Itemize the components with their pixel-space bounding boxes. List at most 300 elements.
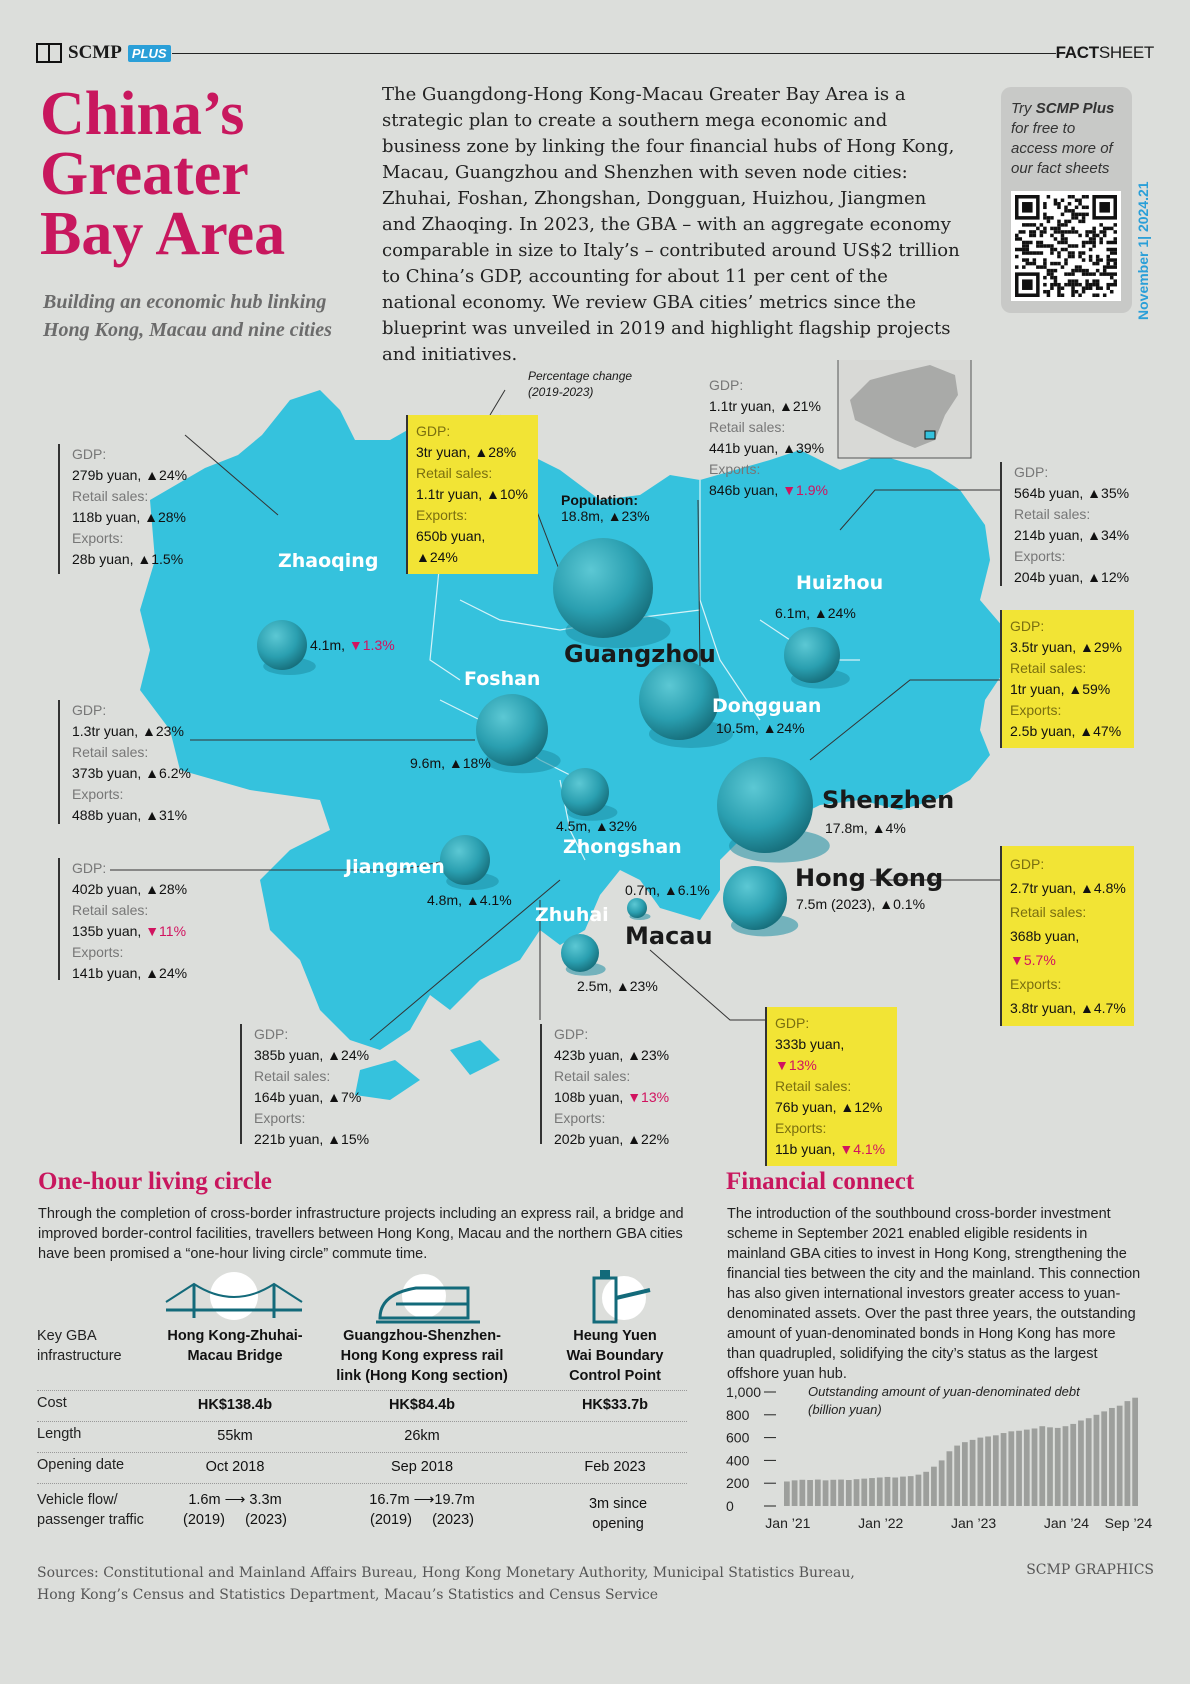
qr-module — [1022, 251, 1026, 255]
page-title: China’s Greater Bay Area — [40, 80, 286, 268]
qr-module — [1019, 237, 1023, 241]
brand-name: SCMP — [68, 42, 122, 63]
qr-module — [1089, 255, 1093, 259]
qr-module — [1061, 241, 1065, 245]
x-tick-label: Jan ’21 — [765, 1515, 811, 1531]
qr-module — [1075, 206, 1079, 210]
qr-module — [1047, 216, 1051, 220]
info-zhongshan: GDP: 385b yuan, ▲24% Retail sales: 164b yuan, ▲7% Exports: 221b yuan, ▲15% — [240, 1024, 369, 1144]
info-guangzhou: GDP: 3tr yuan, ▲28% Retail sales: 1.1tr yuan, ▲10% Exports: 650b yuan, ▲24% — [406, 415, 538, 574]
debt-bar — [869, 1478, 875, 1506]
qr-module — [1064, 283, 1068, 287]
city-label-dongguan: Dongguan — [712, 695, 822, 717]
qr-module — [1078, 251, 1082, 255]
qr-module — [1085, 269, 1089, 273]
qr-module — [1040, 234, 1044, 238]
qr-module — [1068, 195, 1072, 199]
qr-module — [1057, 223, 1061, 227]
qr-module — [1092, 234, 1096, 238]
pop-hongkong: 7.5m (2023), ▲0.1% — [796, 896, 926, 912]
pop-zhuhai: 2.5m, ▲23% — [577, 978, 658, 994]
qr-module — [1026, 241, 1030, 245]
debt-bar — [1125, 1401, 1131, 1506]
qr-module — [1110, 272, 1114, 276]
project-name-bridge: Hong Kong-Zhuhai-Macau Bridge — [167, 1328, 303, 1364]
pop-dongguan: 10.5m, ▲24% — [716, 720, 805, 736]
train-icon — [376, 1274, 486, 1324]
y-tick-label: 800 — [726, 1406, 750, 1423]
qr-module — [1071, 209, 1075, 213]
qr-module — [1047, 244, 1051, 248]
qr-module — [1015, 265, 1019, 269]
length-rail: 26km — [404, 1428, 440, 1444]
qr-module — [1089, 283, 1093, 287]
pop-shenzhen: 17.8m, ▲4% — [825, 820, 906, 836]
qr-module — [1096, 255, 1100, 259]
qr-module — [1061, 265, 1065, 269]
qr-module — [1103, 230, 1107, 234]
qr-module — [1057, 262, 1061, 266]
qr-module — [1075, 244, 1079, 248]
debt-bar — [784, 1481, 790, 1506]
city-label-shenzhen: Shenzhen — [822, 786, 955, 814]
pop-zhaoqing: 4.1m, ▼1.3% — [310, 637, 395, 653]
qr-module — [1033, 262, 1037, 266]
qr-module — [1082, 195, 1086, 199]
qr-module — [1054, 269, 1058, 273]
qr-module — [1096, 286, 1100, 290]
living-title: One-hour living circle — [38, 1168, 272, 1195]
qr-module — [1047, 195, 1051, 199]
qr-module — [1057, 255, 1061, 259]
qr-module — [1082, 244, 1086, 248]
qr-module — [1075, 230, 1079, 234]
qr-module — [1064, 209, 1068, 213]
qr-module — [1113, 251, 1117, 255]
qr-module — [1064, 248, 1068, 252]
qr-module — [1015, 237, 1019, 241]
qr-module — [1057, 220, 1061, 224]
qr-module — [1040, 244, 1044, 248]
key-infra-label: Key GBA infrastructure — [37, 1328, 122, 1364]
debt-bar — [877, 1478, 883, 1507]
qr-module — [1064, 206, 1068, 210]
qr-module — [1085, 230, 1089, 234]
qr-module — [1057, 227, 1061, 231]
qr-module — [1064, 220, 1068, 224]
qr-module — [1047, 269, 1051, 273]
y-tick-label: 400 — [726, 1452, 750, 1469]
debt-bar — [1039, 1426, 1045, 1506]
qr-module — [1043, 206, 1047, 210]
qr-module — [1110, 258, 1114, 262]
debt-bar — [892, 1478, 898, 1507]
qr-module — [1113, 272, 1117, 276]
qr-module — [1099, 223, 1103, 227]
city-label-foshan: Foshan — [464, 668, 541, 690]
qr-module — [1078, 220, 1082, 224]
qr-module — [1022, 258, 1026, 262]
city-label-jiangmen: Jiangmen — [345, 856, 445, 878]
qr-module — [1022, 223, 1026, 227]
debt-bar — [1047, 1427, 1053, 1506]
qr-module — [1047, 293, 1051, 297]
debt-bar — [1132, 1398, 1138, 1506]
qr-module — [1113, 279, 1117, 283]
qr-module — [1026, 251, 1030, 255]
qr-module — [1075, 269, 1079, 273]
qr-module — [1033, 258, 1037, 262]
qr-module — [1047, 220, 1051, 224]
population-sphere-shenzhen — [717, 757, 813, 853]
qr-module — [1078, 199, 1082, 203]
pop-zhongshan: 4.5m, ▲32% — [556, 818, 637, 834]
qr-module — [1106, 255, 1110, 259]
pop-huizhou: 6.1m, ▲24% — [775, 605, 856, 621]
qr-module — [1113, 265, 1117, 269]
qr-module — [1075, 265, 1079, 269]
qr-module — [1026, 258, 1030, 262]
intro-paragraph: The Guangdong-Hong Kong-Macau Greater Bay Area is a strategic plan to create a southern mega economic and business zone by linking the four financial hubs of Hong Kong, Macau, Guangzhou and Shenzhen with seven node cities: Zhuhai, Foshan, Zhongshan, Dongguan, Huizhou, Jiangmen and Zhaoqing. In 2023, the GBA – with an aggregate economy comparable in size to Italy’s – contributed around US$2 trillion to China’s GDP, accounting for about 11 per cent of the national economy. We review GBA cities’ metrics since the blueprint was unveiled in 2019 and highlight flagship projects and initiatives. — [382, 84, 960, 365]
book-icon — [36, 43, 62, 63]
qr-module — [1106, 272, 1110, 276]
qr-module — [1071, 213, 1075, 217]
qr-module — [1082, 272, 1086, 276]
pop-jiangmen: 4.8m, ▲4.1% — [427, 892, 512, 908]
debt-bar — [854, 1479, 860, 1506]
qr-module — [1099, 286, 1103, 290]
qr-module — [1054, 283, 1058, 287]
qr-module — [1092, 227, 1096, 231]
project-name-rail: Guangzhou-Shenzhen-Hong Kong express rail link (Hong Kong section) — [336, 1328, 508, 1384]
qr-module — [1022, 248, 1026, 252]
debt-bar — [846, 1480, 852, 1506]
qr-module — [1057, 202, 1061, 206]
qr-module — [1026, 248, 1030, 252]
qr-module — [1043, 213, 1047, 217]
qr-module — [1071, 216, 1075, 220]
qr-module — [1113, 223, 1117, 227]
qr-module — [1068, 272, 1072, 276]
debt-bar — [970, 1440, 976, 1506]
info-jiangmen: GDP: 402b yuan, ▲28% Retail sales: 135b yuan, ▼11% Exports: 141b yuan, ▲24% — [58, 858, 187, 980]
qr-module — [1092, 293, 1096, 297]
qr-module — [1033, 234, 1037, 238]
city-label-guangzhou: Guangzhou — [564, 640, 716, 668]
qr-module — [1071, 230, 1075, 234]
qr-module — [1050, 262, 1054, 266]
bridge-icon — [164, 1270, 304, 1322]
info-huizhou: GDP: 564b yuan, ▲35% Retail sales: 214b yuan, ▲34% Exports: 204b yuan, ▲12% — [1000, 462, 1129, 586]
flow-rail: 16.7m ⟶19.7m (2019) (2023) — [369, 1492, 475, 1528]
qr-module — [1085, 283, 1089, 287]
qr-module — [1057, 206, 1061, 210]
debt-bar — [1117, 1406, 1123, 1506]
qr-module — [1110, 290, 1114, 294]
qr-module — [1082, 241, 1086, 245]
qr-module — [1085, 286, 1089, 290]
qr-module — [1022, 244, 1026, 248]
qr-module — [1113, 283, 1117, 287]
qr-module — [1061, 223, 1065, 227]
qr-module — [1082, 251, 1086, 255]
debt-bar — [900, 1477, 906, 1506]
qr-module — [1113, 258, 1117, 262]
qr-module — [1071, 227, 1075, 231]
debt-chart — [724, 1376, 1164, 1538]
qr-module — [1092, 283, 1096, 287]
qr-module — [1043, 283, 1047, 287]
chart-title: Outstanding amount of yuan-denominated debt — [808, 1384, 1080, 1399]
qr-module — [1057, 230, 1061, 234]
qr-module — [1064, 262, 1068, 266]
qr-module — [1068, 283, 1072, 287]
qr-module — [1064, 258, 1068, 262]
info-foshan: GDP: 1.3tr yuan, ▲23% Retail sales: 373b yuan, ▲6.2% Exports: 488b yuan, ▲31% — [58, 700, 191, 824]
qr-module — [1050, 276, 1054, 280]
qr-module — [1096, 279, 1100, 283]
qr-module — [1071, 283, 1075, 287]
qr-module — [1082, 213, 1086, 217]
qr-module — [1106, 262, 1110, 266]
qr-module — [1022, 265, 1026, 269]
debt-bar — [1063, 1426, 1069, 1506]
qr-module — [1071, 290, 1075, 294]
pct-change-note: Percentage change (2019-2023) — [528, 369, 633, 399]
qr-module — [1075, 216, 1079, 220]
qr-module — [1099, 237, 1103, 241]
qr-module — [1061, 230, 1065, 234]
qr-module — [1022, 241, 1026, 245]
qr-module — [1085, 241, 1089, 245]
pop-macau: 0.7m, ▲6.1% — [625, 882, 710, 898]
qr-module — [1103, 272, 1107, 276]
qr-module — [1085, 279, 1089, 283]
qr-module — [1085, 195, 1089, 199]
qr-module — [1089, 272, 1093, 276]
qr-module — [1082, 220, 1086, 224]
population-sphere-huizhou — [784, 627, 840, 683]
row-label-opening: Opening date — [37, 1457, 125, 1473]
population-sphere-dongguan — [639, 660, 719, 740]
cost-rail: HK$84.4b — [388, 1397, 456, 1413]
qr-module — [1082, 216, 1086, 220]
qr-module — [1026, 262, 1030, 266]
qr-module — [1061, 293, 1065, 297]
qr-module — [1103, 269, 1107, 273]
qr-module — [1057, 290, 1061, 294]
qr-module — [1054, 227, 1058, 231]
qr-module — [1078, 293, 1082, 297]
city-label-macau: Macau — [625, 922, 713, 950]
debt-bar — [830, 1480, 836, 1506]
promo-card[interactable] — [1001, 87, 1132, 313]
qr-module — [1071, 286, 1075, 290]
qr-module — [1064, 230, 1068, 234]
debt-bar — [838, 1480, 844, 1506]
qr-module — [1043, 262, 1047, 266]
qr-module — [1113, 230, 1117, 234]
qr-module — [1036, 265, 1040, 269]
qr-module — [1054, 237, 1058, 241]
credit: SCMP GRAPHICS — [1026, 1562, 1154, 1578]
population-sphere-jiangmen — [440, 835, 490, 885]
china-locator-map — [838, 360, 971, 458]
qr-module — [1061, 248, 1065, 252]
info-dongguan: GDP: 1.1tr yuan, ▲21% Retail sales: 441b yuan, ▲39% Exports: 846b yuan, ▼1.9% — [709, 377, 828, 498]
qr-module — [1075, 290, 1079, 294]
qr-module — [1092, 262, 1096, 266]
qr-module — [1036, 227, 1040, 231]
living-body: Through the completion of cross-border infrastructure projects including an express rail, a bridge and improved border-control facilities, travellers between Hong Kong, Macau and the northern GBA cities have been promised a “one-hour living circle” commute time. — [38, 1206, 684, 1262]
qr-module — [1019, 230, 1023, 234]
qr-module — [1061, 234, 1065, 238]
opening-rail: Sep 2018 — [390, 1459, 454, 1475]
qr-module — [1113, 262, 1117, 266]
qr-code-icon[interactable] — [1011, 191, 1121, 301]
qr-module — [1110, 276, 1114, 280]
debt-bar — [923, 1472, 929, 1506]
y-tick-label: 0 — [726, 1498, 734, 1514]
debt-bar — [916, 1475, 922, 1506]
qr-module — [1061, 213, 1065, 217]
qr-finder-core — [1022, 202, 1033, 213]
qr-module — [1068, 202, 1072, 206]
qr-module — [1019, 248, 1023, 252]
qr-module — [1082, 290, 1086, 294]
qr-module — [1050, 234, 1054, 238]
qr-module — [1036, 241, 1040, 245]
city-label-zhaoqing: Zhaoqing — [278, 550, 379, 572]
qr-module — [1040, 265, 1044, 269]
factsheet-label: FACTSHEET — [1055, 43, 1154, 62]
qr-module — [1040, 241, 1044, 245]
x-tick-label: Sep ’24 — [1104, 1515, 1153, 1531]
flow-border: 3m since opening — [588, 1496, 648, 1532]
debt-bar — [823, 1480, 829, 1506]
debt-bar — [815, 1480, 821, 1506]
city-label-huizhou: Huizhou — [796, 572, 884, 594]
qr-module — [1057, 283, 1061, 287]
qr-module — [1043, 244, 1047, 248]
y-tick-label: 1,000 — [726, 1384, 762, 1400]
qr-module — [1085, 213, 1089, 217]
qr-module — [1106, 286, 1110, 290]
qr-module — [1043, 290, 1047, 294]
qr-module — [1096, 293, 1100, 297]
qr-module — [1057, 251, 1061, 255]
qr-module — [1071, 251, 1075, 255]
qr-module — [1082, 206, 1086, 210]
qr-module — [1040, 223, 1044, 227]
qr-module — [1068, 209, 1072, 213]
qr-module — [1064, 237, 1068, 241]
qr-module — [1092, 230, 1096, 234]
qr-module — [1071, 293, 1075, 297]
population-sphere-zhaoqing — [257, 620, 307, 670]
qr-module — [1075, 213, 1079, 217]
debt-bar — [985, 1436, 991, 1506]
y-tick-label: 600 — [726, 1429, 750, 1446]
info-shenzhen: GDP: 3.5tr yuan, ▲29% Retail sales: 1tr yuan, ▲59% Exports: 2.5b yuan, ▲47% — [1000, 610, 1134, 748]
qr-module — [1075, 283, 1079, 287]
qr-module — [1099, 258, 1103, 262]
qr-module — [1026, 223, 1030, 227]
qr-module — [1103, 265, 1107, 269]
qr-module — [1110, 251, 1114, 255]
qr-module — [1071, 195, 1075, 199]
qr-module — [1078, 255, 1082, 259]
qr-module — [1078, 202, 1082, 206]
qr-module — [1106, 265, 1110, 269]
debt-bar — [1016, 1431, 1022, 1506]
qr-module — [1054, 262, 1058, 266]
qr-module — [1036, 244, 1040, 248]
qr-module — [1096, 269, 1100, 273]
qr-module — [1103, 234, 1107, 238]
info-macau: GDP: 333b yuan, ▼13% Retail sales: 76b yuan, ▲12% Exports: 11b yuan, ▼4.1% — [765, 1007, 897, 1166]
qr-module — [1096, 234, 1100, 238]
qr-module — [1057, 286, 1061, 290]
qr-module — [1099, 241, 1103, 245]
qr-module — [1029, 230, 1033, 234]
qr-module — [1050, 244, 1054, 248]
qr-module — [1106, 248, 1110, 252]
qr-module — [1068, 255, 1072, 259]
qr-module — [1043, 216, 1047, 220]
pop-guangzhou: Population: 18.8m, ▲23% — [561, 492, 650, 524]
brand-plus-badge: PLUS — [128, 45, 171, 62]
debt-bar — [1101, 1411, 1107, 1506]
qr-module — [1110, 248, 1114, 252]
qr-module — [1015, 255, 1019, 259]
issue-date: November 1| 2024.21 — [1135, 181, 1151, 320]
qr-module — [1085, 234, 1089, 238]
qr-module — [1068, 251, 1072, 255]
qr-module — [1047, 272, 1051, 276]
qr-module — [1089, 286, 1093, 290]
qr-module — [1057, 241, 1061, 245]
qr-module — [1050, 272, 1054, 276]
qr-module — [1110, 241, 1114, 245]
finance-body: The introduction of the southbound cross-border investment scheme in September 2021 enabled eligible residents in mainland GBA cities to invest in Hong Kong, strengthening the financial ties between the city and the mainland. This connection has also given international investors greater access to yuan-denominated assets. Over the past three years, the outstanding amount of yuan-denominated bonds in Hong Kong has more than quadrupled, solidifying the city’s status as the largest offshore yuan hub. — [727, 1206, 1141, 1382]
qr-module — [1054, 276, 1058, 280]
info-zhuhai: GDP: 423b yuan, ▲23% Retail sales: 108b yuan, ▼13% Exports: 202b yuan, ▲22% — [540, 1024, 669, 1144]
debt-bar — [1109, 1408, 1115, 1506]
qr-module — [1078, 265, 1082, 269]
qr-module — [1047, 290, 1051, 294]
debt-bar — [939, 1460, 945, 1506]
cost-border: HK$33.7b — [581, 1397, 649, 1413]
qr-module — [1071, 255, 1075, 259]
qr-module — [1071, 269, 1075, 273]
qr-finder-core — [1099, 202, 1110, 213]
qr-module — [1061, 199, 1065, 203]
qr-module — [1085, 272, 1089, 276]
qr-module — [1033, 223, 1037, 227]
opening-bridge: Oct 2018 — [205, 1459, 265, 1475]
row-label-flow: Vehicle flow/ passenger traffic — [37, 1492, 144, 1528]
info-zhaoqing: GDP: 279b yuan, ▲24% Retail sales: 118b yuan, ▲28% Exports: 28b yuan, ▲1.5% — [58, 444, 187, 574]
qr-module — [1015, 234, 1019, 238]
debt-bar — [977, 1438, 983, 1506]
row-label-cost: Cost — [37, 1395, 67, 1411]
qr-module — [1089, 237, 1093, 241]
city-label-zhongshan: Zhongshan — [563, 836, 682, 858]
qr-module — [1043, 227, 1047, 231]
qr-module — [1110, 283, 1114, 287]
qr-module — [1075, 279, 1079, 283]
